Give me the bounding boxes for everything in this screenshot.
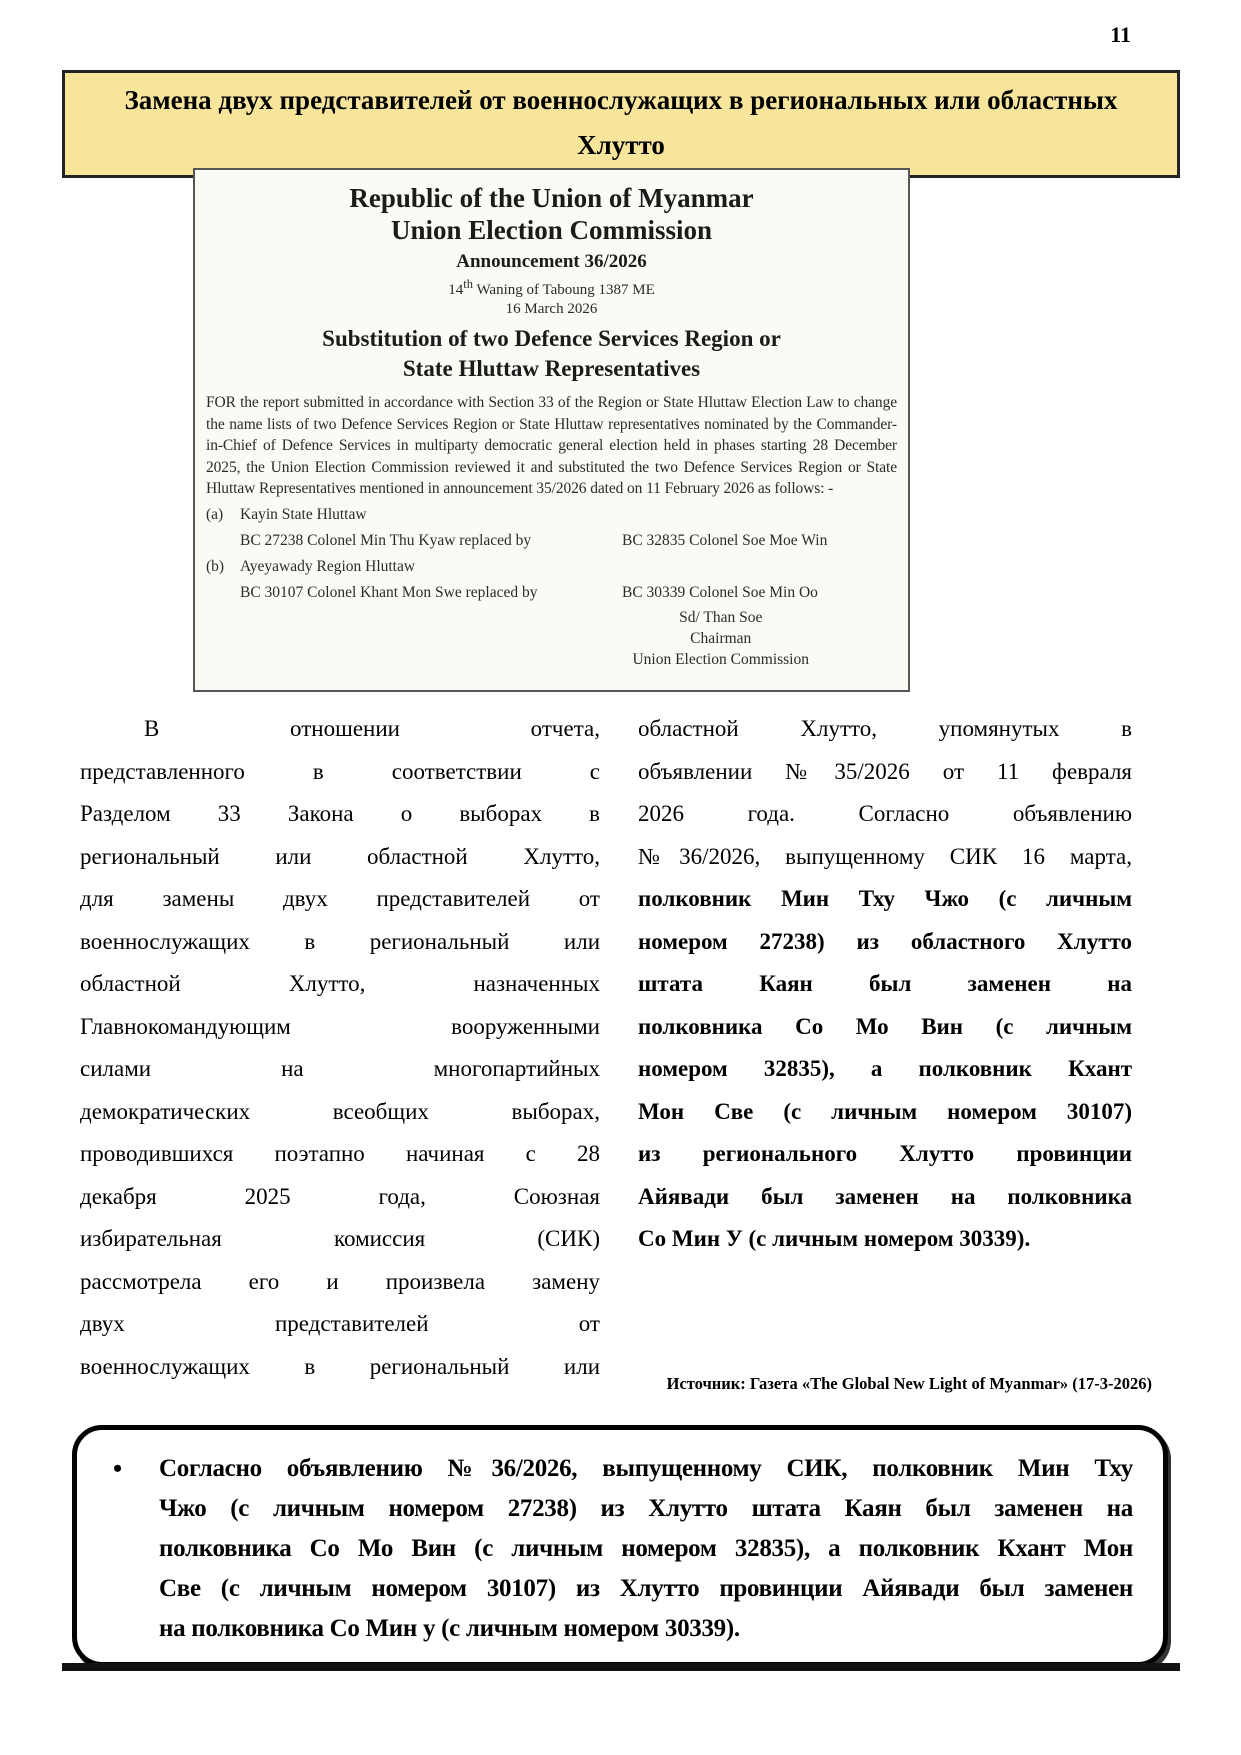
summary-line: Чжо (с личным номером 27238) из Хлутто штата Каян был заменен на [159,1495,1133,1522]
right-column-line: полковника Со Мо Вин (с личным [638,1013,1132,1039]
scan-date-me [206,275,897,300]
title-banner [62,70,1180,178]
left-column-line: Главнокомандующим вооруженными [80,1013,600,1039]
substitution-item-heading [206,554,897,580]
left-column-line: демократических всеобщих выборах, [80,1098,600,1124]
summary-line: Све (с личным номером 30107) из Хлутто провинции Айявади был заменен [159,1575,1133,1602]
left-column-line: избирательная комиссия (СИК) [80,1226,600,1251]
source-line: Источник: Газета «The Global New Light of Myanmar» (17-3-2026) [666,1374,1152,1393]
article-columns [80,708,1132,1388]
substitution-item-detail [206,580,897,606]
scan-date-rest: Waning of Taboung 1387 ME [472,282,655,298]
right-column-line: номером 27238) из областного Хлутто [638,928,1132,954]
left-column-line: проводившихся поэтапно начиная с 28 [80,1141,600,1166]
left-column-line: В отношении отчета, [144,716,600,741]
summary-line: полковника Со Мо Вин (с личным номером 32835), а полковник Кхант Мон [159,1535,1133,1562]
substitution-replaced: BC 27238 Colonel Min Thu Kyaw replaced by [240,531,532,549]
right-column-line: №36/2026, выпущенному СИК 16 марта, [638,843,1132,869]
left-column-line: региональный или областной Хлутто, [80,843,600,869]
scan-signature-block [632,607,809,670]
substitution-item-detail [206,528,897,554]
scan-subject-line1: Substitution of two Defence Services Region or [322,326,781,351]
summary-text [159,1449,1133,1649]
right-column-line: Айявади был заменен на полковника [638,1183,1132,1209]
right-column-line: номером 32835), а полковник Кхант [638,1056,1132,1081]
substitution-item-title: Ayeyawady Region Hluttaw [240,557,416,575]
scan-date-ordinal: th [463,277,473,291]
signature-sd: Sd/ Than Soe [679,608,763,626]
left-column-line: декабря 2025 года, Союзная [80,1183,600,1209]
announcement-scan [193,168,910,692]
left-column-line: для замены двух представителей от [80,886,600,911]
bullet-marker: • [113,1454,123,1483]
left-column-line: военнослужащих в региональный или [80,1353,600,1379]
substitution-replacement: BC 32835 Colonel Soe Moe Win [622,531,828,549]
scan-body-paragraph: FOR the report submitted in accordance with Section 33 of the Region or State Hluttaw Election Law to change the name lists of two Defence Services Region or State Hluttaw representatives nominated by the Commander-in-Chief of Defence Services in multiparty democratic general election held in phases starting 28 December 2025, the Union Election Commission reviewed it and substituted the two Defence Services Region or State Hluttaw Representatives mentioned in announcement 35/2026 dated on 11 February 2026 as follows: - [206,394,897,497]
left-column-line: рассмотрела его и произвела замену [80,1268,600,1294]
scan-date-day: 14 [448,282,464,298]
title-text: Замена двух представителей от военнослужащих в региональных или областных Хлутто [124,85,1118,160]
substitution-replacement: BC 30339 Colonel Soe Min Oo [622,583,818,601]
left-column-line: военнослужащих в региональный или [80,928,600,954]
substitution-item-heading [206,502,897,528]
signature-org: Union Election Commission [632,650,809,668]
right-column-line: Мон Све (с личным номером 30107) [638,1098,1132,1124]
right-column-line: штата Каян был заменен на [638,971,1132,996]
left-column-line: представленного в соответствии с [80,758,600,784]
substitution-item-title: Kayin State Hluttaw [240,505,367,523]
summary-line: на полковника Со Мин у (с личным номером 30339). [159,1615,740,1642]
scan-subject-line2: State Hluttaw Representatives [402,356,701,381]
footer-rule [62,1663,1180,1671]
scan-substitution-list [206,502,897,606]
left-column-line: силами на многопартийных [80,1056,600,1081]
scan-country-heading: Republic of the Union of Myanmar [349,183,754,213]
right-column-line: областной Хлутто, упомянутых в [638,716,1132,741]
signature-title: Chairman [690,629,752,647]
scan-date-gregorian: 16 March 2026 [505,301,598,317]
substitution-item-label: (b) [206,557,225,575]
article-left-column [80,708,600,1388]
substitution-replaced: BC 30107 Colonel Khant Mon Swe replaced by [240,583,538,601]
substitution-item-label: (a) [206,505,224,523]
scan-announcement-number: Announcement 36/2026 [456,251,647,272]
right-column-line: 2026 года. Согласно объявлению [638,801,1132,826]
summary-line: Согласно объявлению №36/2026, выпущенному СИК, полковник Мин Тху [159,1455,1133,1482]
left-column-line: Разделом 33 Закона о выборах в [80,801,600,826]
left-column-line: областной Хлутто, назначенных [80,971,600,996]
left-column-line: двух представителей от [80,1311,600,1336]
right-column-line: полковник Мин Тху Чжо (с личным [638,886,1132,911]
article-right-column [638,708,1132,1388]
summary-box [72,1425,1168,1667]
right-column-line: объявлении №35/2026 от 11 февраля [638,758,1132,784]
right-column-line: из регионального Хлутто провинции [638,1141,1132,1166]
scan-commission-heading: Union Election Commission [390,215,713,245]
page-number: 11 [1110,22,1131,47]
right-column-line: Со Мин У (с личным номером 30339). [638,1226,1031,1251]
